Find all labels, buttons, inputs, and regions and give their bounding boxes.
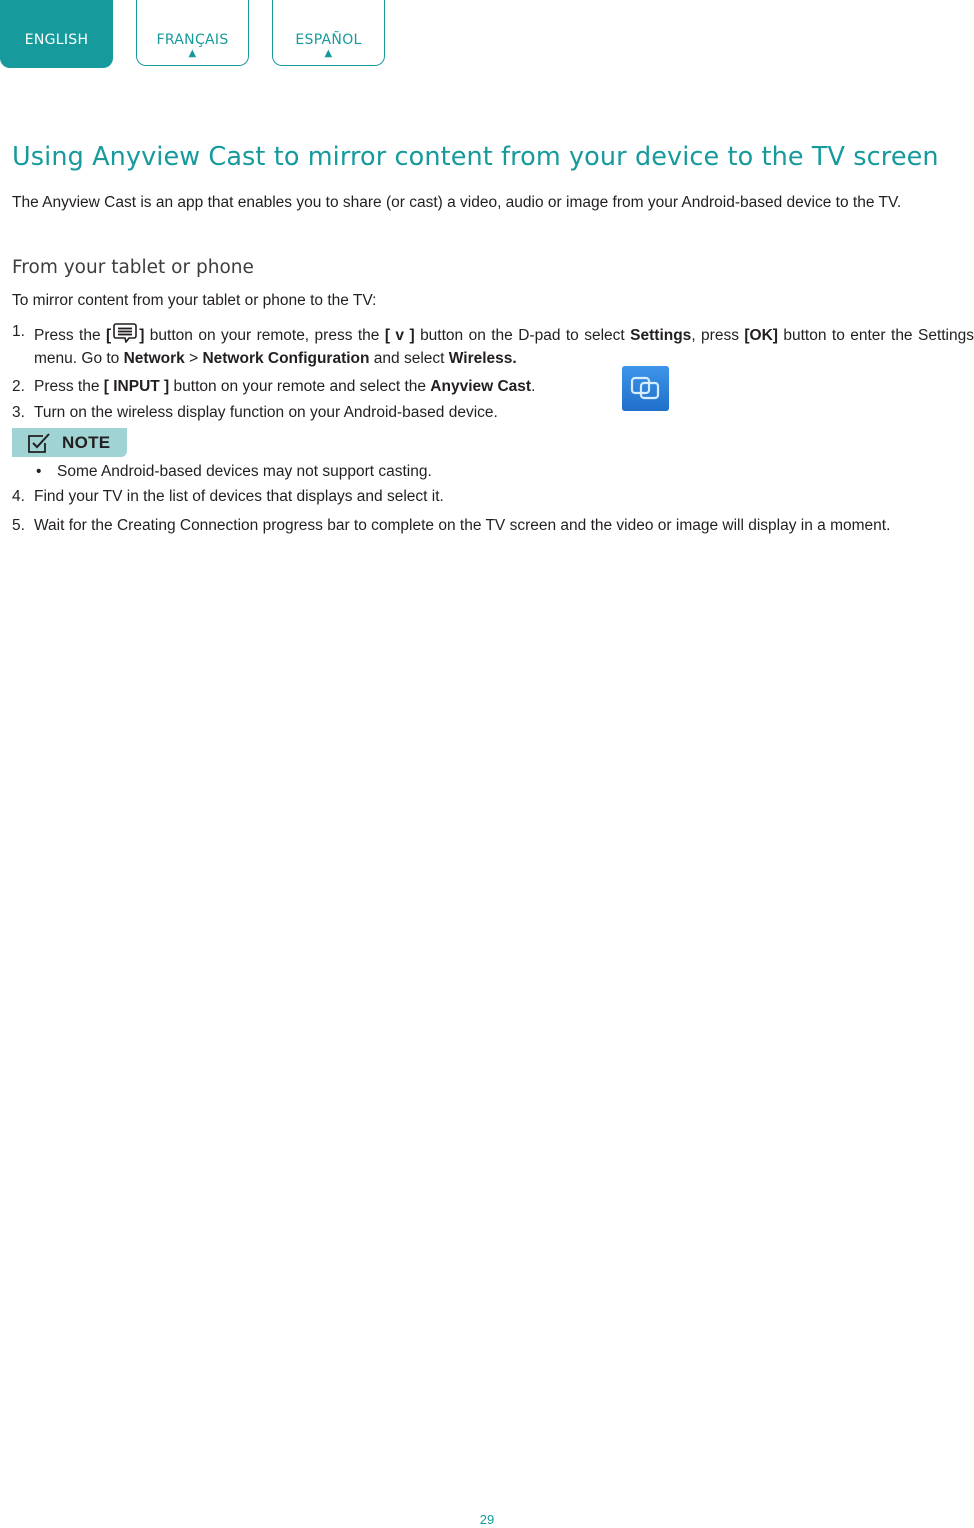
tab-francais[interactable]	[136, 0, 249, 66]
step-number: 5.	[12, 517, 25, 534]
step-number: 4.	[12, 488, 25, 505]
tab-francais-label: FRANÇAIS	[156, 32, 229, 48]
step-1	[12, 320, 974, 370]
language-tabs	[0, 0, 400, 68]
step-3	[12, 401, 974, 424]
tab-espanol-label: ESPAÑOL	[295, 32, 362, 48]
checkbox-pencil-icon	[26, 431, 52, 455]
note-text: Some Android-based devices may not support casting.	[57, 463, 432, 480]
step-text: Press the [ ] button on your remote, press the [ v ] button on the D-pad to select Settings, press [OK] button to enter the Settings menu. Go to Network > Network Configuration and select Wireless.	[34, 320, 974, 370]
note-bullet-item	[36, 460, 432, 483]
up-arrow-icon: ▲	[188, 48, 197, 59]
bullet-icon: •	[36, 463, 42, 480]
up-arrow-icon: ▲	[324, 48, 333, 59]
step-number: 1.	[12, 323, 25, 340]
step-number: 2.	[12, 378, 25, 395]
step-text: Press the [ INPUT ] button on your remote and select the Anyview Cast.	[34, 378, 536, 395]
step-text: Find your TV in the list of devices that displays and select it.	[34, 488, 444, 505]
menu-icon	[113, 323, 137, 343]
lead-paragraph: To mirror content from your tablet or phone to the TV:	[12, 292, 377, 309]
tab-english[interactable]	[0, 0, 113, 68]
step-4	[12, 485, 974, 508]
step-text: Wait for the Creating Connection progress bar to complete on the TV screen and the video or image will display in a moment.	[34, 517, 891, 534]
page-title: Using Anyview Cast to mirror content from your device to the TV screen	[12, 142, 939, 172]
step-2	[12, 375, 974, 398]
section-subtitle: From your tablet or phone	[12, 257, 254, 278]
intro-paragraph: The Anyview Cast is an app that enables you to share (or cast) a video, audio or image from your Android-based device to the TV.	[12, 194, 902, 211]
step-number: 3.	[12, 404, 25, 421]
step-text: Turn on the wireless display function on your Android-based device.	[34, 404, 498, 421]
tab-espanol[interactable]	[272, 0, 385, 66]
step-5	[12, 514, 974, 537]
note-label: NOTE	[62, 433, 111, 452]
note-badge	[12, 428, 127, 457]
tab-english-label: ENGLISH	[24, 32, 89, 48]
page-number: 29	[479, 1512, 495, 1527]
